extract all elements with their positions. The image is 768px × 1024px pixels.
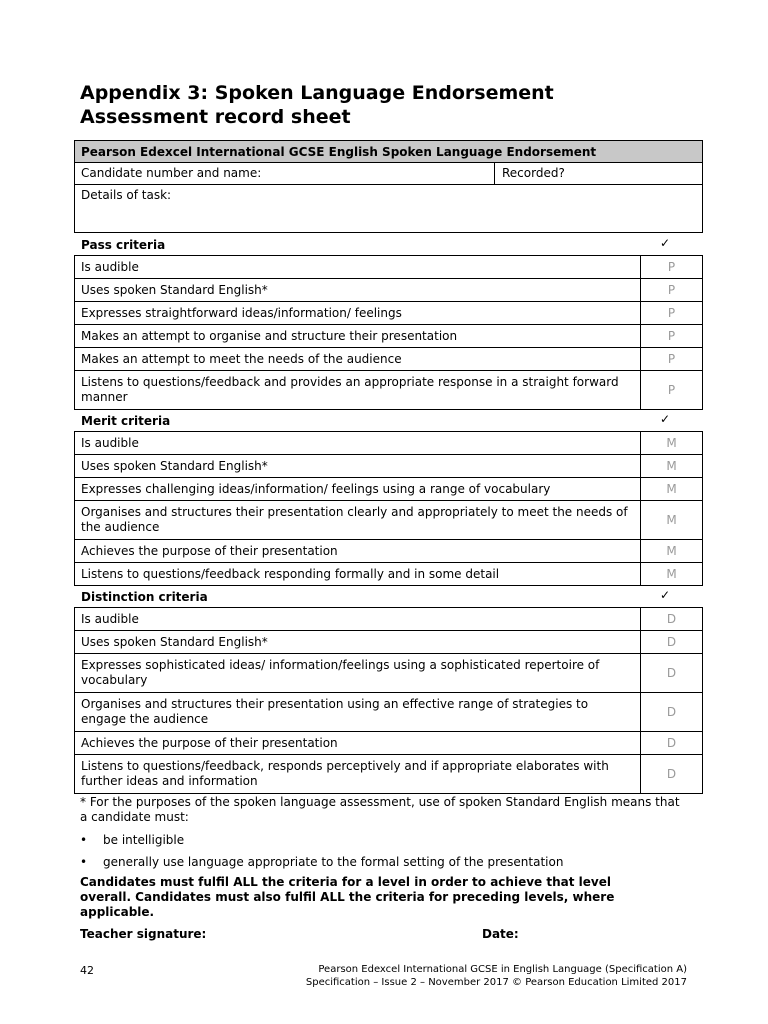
criterion-text: Is audible: [75, 608, 641, 631]
pass-criteria-heading: Pass criteria: [81, 238, 166, 252]
criterion-text: Expresses straightforward ideas/information/ feelings: [75, 302, 641, 325]
bullet-dot: •: [80, 833, 88, 847]
criterion-text: Uses spoken Standard English*: [75, 455, 641, 478]
merit-mark-cell[interactable]: M: [641, 432, 703, 455]
pass-mark-cell[interactable]: P: [641, 256, 703, 279]
pass-criteria-row: [75, 279, 703, 302]
distinction-criteria-row: [75, 608, 703, 631]
distinction-criteria-row: [75, 755, 703, 794]
merit-criteria-row: [75, 455, 703, 478]
merit-check-icon: ✓: [660, 412, 671, 426]
pass-check-icon: ✓: [660, 236, 671, 250]
merit-criteria-table: [74, 431, 703, 586]
pass-criteria-row: [75, 302, 703, 325]
merit-criteria-row: [75, 501, 703, 540]
title-line-1: Appendix 3: Spoken Language Endorsement: [80, 82, 554, 104]
distinction-mark-cell[interactable]: D: [641, 631, 703, 654]
merit-mark-cell[interactable]: M: [641, 563, 703, 586]
pass-criteria-row: [75, 325, 703, 348]
teacher-signature-label: Teacher signature:: [80, 927, 207, 941]
distinction-criteria-row: [75, 654, 703, 693]
recorded-label: Recorded?: [502, 166, 565, 180]
merit-mark-cell[interactable]: M: [641, 455, 703, 478]
criterion-text: Organises and structures their presentation clearly and appropriately to meet the needs of the audience: [75, 501, 641, 540]
distinction-mark-cell[interactable]: D: [641, 755, 703, 794]
candidate-row: [74, 162, 703, 185]
distinction-mark-cell[interactable]: D: [641, 693, 703, 732]
details-of-task: Details of task:: [74, 184, 703, 233]
distinction-check-icon: ✓: [660, 588, 671, 602]
merit-criteria-heading: Merit criteria: [81, 414, 171, 428]
pass-mark-cell[interactable]: P: [641, 371, 703, 410]
footnote: * For the purposes of the spoken language assessment, use of spoken Standard English means that a candidate must:: [80, 795, 680, 824]
distinction-criteria-table: [74, 607, 703, 794]
merit-mark-cell[interactable]: M: [641, 478, 703, 501]
distinction-mark-cell[interactable]: D: [641, 654, 703, 693]
distinction-mark-cell[interactable]: D: [641, 608, 703, 631]
distinction-mark-cell[interactable]: D: [641, 732, 703, 755]
pass-mark-cell[interactable]: P: [641, 302, 703, 325]
distinction-criteria-heading: Distinction criteria: [81, 590, 208, 604]
criterion-text: Achieves the purpose of their presentation: [75, 540, 641, 563]
criterion-text: Makes an attempt to meet the needs of the audience: [75, 348, 641, 371]
merit-criteria-row: [75, 478, 703, 501]
bullet-text: be intelligible: [103, 833, 185, 847]
candidate-divider: [494, 162, 495, 184]
merit-mark-cell[interactable]: M: [641, 540, 703, 563]
page-title: [80, 81, 554, 129]
merit-criteria-row: [75, 563, 703, 586]
criterion-text: Listens to questions/feedback and provides an appropriate response in a straight forward manner: [75, 371, 641, 410]
page-footer: [306, 963, 687, 989]
bullet-text: generally use language appropriate to the formal setting of the presentation: [103, 855, 564, 869]
criterion-text: Listens to questions/feedback, responds perceptively and if appropriate elaborates with further ideas and information: [75, 755, 641, 794]
criterion-text: Is audible: [75, 432, 641, 455]
criterion-text: Organises and structures their presentation using an effective range of strategies to engage the audience: [75, 693, 641, 732]
date-label: Date:: [482, 927, 519, 941]
merit-criteria-row: [75, 540, 703, 563]
title-line-2: Assessment record sheet: [80, 106, 351, 128]
pass-criteria-row: [75, 348, 703, 371]
criterion-text: Achieves the purpose of their presentation: [75, 732, 641, 755]
merit-criteria-row: [75, 432, 703, 455]
criterion-text: Uses spoken Standard English*: [75, 631, 641, 654]
page-number: 42: [80, 964, 94, 977]
footer-line-2: Specification – Issue 2 – November 2017 © Pearson Education Limited 2017: [305, 977, 687, 988]
distinction-criteria-row: [75, 631, 703, 654]
pass-criteria-table: [74, 255, 703, 410]
form-header: Pearson Edexcel International GCSE English Spoken Language Endorsement: [74, 140, 703, 163]
pass-mark-cell[interactable]: P: [641, 325, 703, 348]
pass-criteria-row: [75, 371, 703, 410]
criterion-text: Uses spoken Standard English*: [75, 279, 641, 302]
candidate-label: Candidate number and name:: [81, 166, 262, 180]
merit-mark-cell[interactable]: M: [641, 501, 703, 540]
footer-line-1: Pearson Edexcel International GCSE in English Language (Specification A): [318, 964, 687, 975]
distinction-criteria-row: [75, 693, 703, 732]
pass-criteria-row: [75, 256, 703, 279]
pass-mark-cell[interactable]: P: [641, 348, 703, 371]
criterion-text: Listens to questions/feedback responding formally and in some detail: [75, 563, 641, 586]
criterion-text: Expresses challenging ideas/information/ feelings using a range of vocabulary: [75, 478, 641, 501]
pass-mark-cell[interactable]: P: [641, 279, 703, 302]
bullet-dot: •: [80, 855, 88, 869]
criterion-text: Makes an attempt to organise and structure their presentation: [75, 325, 641, 348]
criterion-text: Is audible: [75, 256, 641, 279]
criterion-text: Expresses sophisticated ideas/ information/feelings using a sophisticated repertoire of vocabulary: [75, 654, 641, 693]
criteria-note: Candidates must fulfil ALL the criteria for a level in order to achieve that level overall. Candidates must also fulfil ALL the criteria for preceding levels, where applicable.: [80, 875, 615, 919]
distinction-criteria-row: [75, 732, 703, 755]
